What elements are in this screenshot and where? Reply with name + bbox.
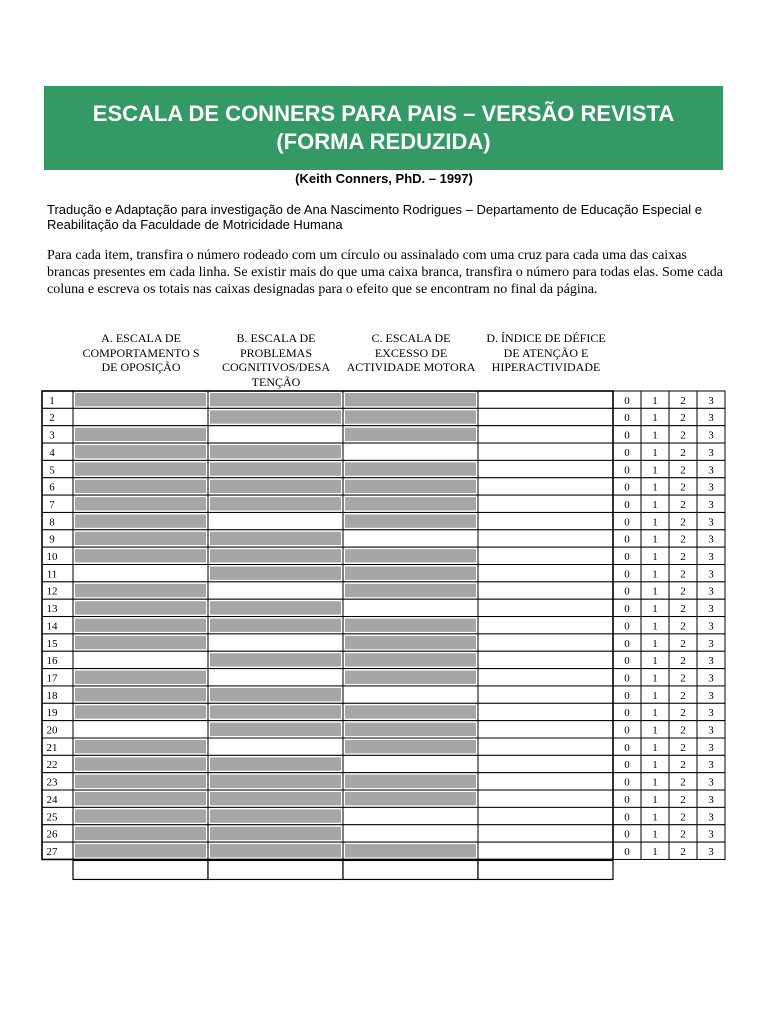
row-number: 26 [46, 828, 58, 841]
answer-box[interactable] [478, 547, 613, 564]
score-option: 3 [708, 655, 714, 668]
shaded-box [210, 601, 341, 614]
row-number: 4 [49, 446, 55, 459]
row-number: 8 [49, 516, 55, 529]
row-number: 7 [49, 498, 55, 511]
answer-box[interactable] [478, 565, 613, 582]
row-number: 21 [46, 741, 58, 754]
answer-box[interactable] [208, 512, 343, 529]
score-option: 1 [652, 394, 658, 407]
row-number-cell [42, 426, 73, 443]
score-option: 2 [680, 533, 686, 546]
score-option: 1 [652, 481, 658, 494]
shaded-box [345, 480, 476, 493]
shaded-box [210, 497, 341, 510]
shaded-box [345, 462, 476, 475]
column-header-c: C. ESCALA DE EXCESSO DE ACTIVIDADE MOTORA [346, 331, 476, 374]
score-option: 0 [624, 394, 630, 407]
score-option: 3 [708, 498, 714, 511]
shaded-box [75, 549, 206, 562]
score-option: 3 [708, 828, 714, 841]
score-option: 2 [680, 516, 686, 529]
shaded-box [345, 636, 476, 649]
score-option: 3 [708, 811, 714, 824]
shaded-box [75, 809, 206, 822]
shaded-box [75, 792, 206, 805]
answer-box[interactable] [73, 408, 208, 425]
score-option: 1 [652, 811, 658, 824]
answer-box[interactable] [478, 495, 613, 512]
score-option: 1 [652, 689, 658, 702]
shaded-box [75, 445, 206, 458]
answer-box[interactable] [478, 634, 613, 651]
shaded-box [345, 584, 476, 597]
shaded-box [75, 619, 206, 632]
answer-box[interactable] [478, 599, 613, 616]
answer-box[interactable] [478, 773, 613, 790]
score-option: 2 [680, 429, 686, 442]
shaded-box [75, 532, 206, 545]
row-number-cell [42, 408, 73, 425]
score-option: 2 [680, 776, 686, 789]
shaded-box [210, 532, 341, 545]
answer-box[interactable] [343, 599, 478, 616]
shaded-box [345, 705, 476, 718]
total-box[interactable] [478, 860, 613, 879]
score-option: 2 [680, 741, 686, 754]
shaded-box [210, 549, 341, 562]
score-option: 3 [708, 446, 714, 459]
score-option: 1 [652, 603, 658, 616]
total-box[interactable] [343, 860, 478, 879]
score-option: 0 [624, 741, 630, 754]
score-option: 0 [624, 516, 630, 529]
score-option: 3 [708, 741, 714, 754]
shaded-box [75, 497, 206, 510]
shaded-box [345, 653, 476, 666]
answer-box[interactable] [478, 460, 613, 477]
answer-box[interactable] [478, 408, 613, 425]
row-number-cell [42, 512, 73, 529]
score-option: 0 [624, 845, 630, 858]
score-option: 3 [708, 464, 714, 477]
score-option: 2 [680, 603, 686, 616]
score-option: 1 [652, 845, 658, 858]
shaded-box [75, 601, 206, 614]
total-box[interactable] [73, 860, 208, 879]
row-number: 13 [46, 603, 58, 616]
answer-box[interactable] [478, 686, 613, 703]
score-option: 1 [652, 568, 658, 581]
score-option: 3 [708, 394, 714, 407]
shaded-box [210, 844, 341, 857]
answer-box[interactable] [478, 790, 613, 807]
shaded-box [75, 671, 206, 684]
title-line-2: (FORMA REDUZIDA) [276, 129, 491, 154]
answer-box[interactable] [73, 565, 208, 582]
score-option: 1 [652, 533, 658, 546]
shaded-box [210, 567, 341, 580]
row-number: 19 [46, 707, 58, 720]
score-option: 0 [624, 759, 630, 772]
answer-box[interactable] [343, 807, 478, 824]
score-option: 2 [680, 446, 686, 459]
shaded-box [210, 445, 341, 458]
answer-box[interactable] [478, 807, 613, 824]
score-option: 0 [624, 707, 630, 720]
shaded-box [345, 792, 476, 805]
score-option: 1 [652, 516, 658, 529]
shaded-box [210, 480, 341, 493]
score-option: 3 [708, 481, 714, 494]
shaded-box [345, 567, 476, 580]
score-option: 2 [680, 464, 686, 477]
shaded-box [345, 723, 476, 736]
shaded-box [345, 497, 476, 510]
title-line-1: ESCALA DE CONNERS PARA PAIS – VERSÃO REVISTA [92, 101, 675, 126]
answer-box[interactable] [73, 721, 208, 738]
shaded-box [75, 705, 206, 718]
shaded-box [75, 775, 206, 788]
instructions-paragraph: Para cada item, transfira o número rodeado com um círculo ou assinalado com uma cruz para cada uma das caixas brancas presentes em cada linha. Se existir mais do que uma caixa branca, transfira o número para todas elas. Some cada coluna e escreva os totais nas caixas designadas para o efeito que se encontram no final da página. [47, 248, 724, 297]
score-option: 0 [624, 603, 630, 616]
score-option: 1 [652, 585, 658, 598]
score-option: 2 [680, 759, 686, 772]
score-option: 0 [624, 620, 630, 633]
translation-credit: Tradução e Adaptação para investigação de Ana Nascimento Rodrigues – Departamento de Educação Especial e Reabilitação da Faculdade de Motricidade Humana [47, 202, 702, 232]
row-number: 5 [49, 464, 55, 477]
score-option: 0 [624, 551, 630, 563]
score-option: 0 [624, 811, 630, 824]
shaded-box [75, 757, 206, 770]
shaded-box [210, 775, 341, 788]
score-option: 0 [624, 429, 630, 442]
answer-box[interactable] [478, 582, 613, 599]
answer-box[interactable] [478, 738, 613, 755]
answer-box[interactable] [343, 686, 478, 703]
score-option: 1 [652, 655, 658, 668]
row-number: 25 [46, 811, 58, 824]
row-number-cell [42, 443, 73, 460]
score-option: 0 [624, 446, 630, 459]
score-option: 0 [624, 412, 630, 425]
score-option: 0 [624, 637, 630, 650]
answer-box[interactable] [208, 669, 343, 686]
shaded-box [210, 619, 341, 632]
row-number-cell [42, 495, 73, 512]
row-number: 20 [46, 724, 58, 737]
shaded-box [75, 462, 206, 475]
shaded-box [75, 514, 206, 527]
score-option: 2 [680, 412, 686, 425]
answer-box[interactable] [343, 443, 478, 460]
shaded-box [210, 723, 341, 736]
answer-box[interactable] [343, 825, 478, 842]
score-option: 2 [680, 585, 686, 598]
shaded-box [75, 636, 206, 649]
shaded-box [345, 671, 476, 684]
score-option: 0 [624, 533, 630, 546]
score-option: 3 [708, 429, 714, 442]
answer-box[interactable] [478, 703, 613, 720]
score-option: 2 [680, 481, 686, 494]
shaded-box [345, 410, 476, 423]
score-option: 3 [708, 637, 714, 650]
row-number: 10 [46, 551, 58, 563]
score-option: 2 [680, 568, 686, 581]
row-number: 9 [49, 533, 55, 546]
answer-box[interactable] [343, 530, 478, 547]
shaded-box [210, 462, 341, 475]
score-option: 3 [708, 568, 714, 581]
score-option: 3 [708, 793, 714, 806]
score-option: 0 [624, 776, 630, 789]
score-option: 0 [624, 828, 630, 841]
column-header-a: A. ESCALA DE COMPORTAMENTO S DE OPOSIÇÃO [82, 331, 200, 374]
shaded-box [345, 428, 476, 441]
column-header-d: D. ÍNDICE DE DÉFICE DE ATENÇÃO E HIPERACTIVIDADE [486, 331, 606, 374]
row-number-cell [42, 460, 73, 477]
shaded-box [75, 688, 206, 701]
score-option: 1 [652, 446, 658, 459]
shaded-box [75, 740, 206, 753]
row-number: 6 [49, 481, 55, 494]
row-number: 16 [46, 655, 58, 668]
score-option: 1 [652, 759, 658, 772]
answer-box[interactable] [478, 825, 613, 842]
score-option: 2 [680, 551, 686, 563]
answer-box[interactable] [343, 755, 478, 772]
score-option: 2 [680, 828, 686, 841]
score-option: 0 [624, 724, 630, 737]
row-number: 12 [46, 585, 58, 598]
score-option: 0 [624, 498, 630, 511]
score-option: 2 [680, 672, 686, 685]
shaded-box [345, 775, 476, 788]
shaded-box [210, 410, 341, 423]
score-option: 2 [680, 394, 686, 407]
score-option: 3 [708, 516, 714, 529]
column-header-b: B. ESCALA DE PROBLEMAS COGNITIVOS/DESA TENÇÃO [222, 331, 330, 389]
score-option: 2 [680, 637, 686, 650]
score-option: 0 [624, 585, 630, 598]
answer-box[interactable] [478, 617, 613, 634]
shaded-box [75, 480, 206, 493]
score-option: 2 [680, 689, 686, 702]
score-option: 1 [652, 793, 658, 806]
score-option: 0 [624, 464, 630, 477]
answer-box[interactable] [478, 391, 613, 408]
row-number: 22 [46, 759, 58, 772]
score-option: 1 [652, 620, 658, 633]
score-option: 1 [652, 741, 658, 754]
answer-box[interactable] [478, 512, 613, 529]
score-option: 3 [708, 620, 714, 633]
answer-box[interactable] [478, 530, 613, 547]
row-number: 15 [46, 637, 58, 650]
shaded-box [345, 514, 476, 527]
answer-box[interactable] [208, 582, 343, 599]
shaded-box [75, 584, 206, 597]
score-option: 1 [652, 724, 658, 737]
shaded-box [210, 792, 341, 805]
score-option: 0 [624, 655, 630, 668]
shaded-box [75, 393, 206, 406]
answer-box[interactable] [478, 443, 613, 460]
score-option: 1 [652, 672, 658, 685]
score-option: 1 [652, 412, 658, 425]
shaded-box [210, 827, 341, 840]
answer-box[interactable] [478, 721, 613, 738]
row-number: 27 [46, 845, 58, 858]
score-option: 2 [680, 793, 686, 806]
row-number-cell [42, 391, 73, 408]
score-option: 3 [708, 845, 714, 858]
answer-box[interactable] [208, 634, 343, 651]
author-line: (Keith Conners, PhD. – 1997) [295, 171, 473, 186]
score-option: 3 [708, 551, 714, 563]
score-option: 3 [708, 603, 714, 616]
row-number: 18 [46, 689, 58, 702]
score-option: 3 [708, 776, 714, 789]
score-option: 2 [680, 498, 686, 511]
score-option: 2 [680, 620, 686, 633]
answer-box[interactable] [73, 651, 208, 668]
shaded-box [210, 688, 341, 701]
shaded-box [345, 619, 476, 632]
answer-box[interactable] [208, 738, 343, 755]
row-number: 14 [46, 620, 58, 633]
score-option: 3 [708, 672, 714, 685]
shaded-box [210, 809, 341, 822]
shaded-box [345, 740, 476, 753]
row-number: 17 [46, 672, 58, 685]
score-option: 2 [680, 845, 686, 858]
row-number: 24 [46, 793, 58, 806]
answer-box[interactable] [478, 478, 613, 495]
score-option: 1 [652, 498, 658, 511]
answer-box[interactable] [478, 669, 613, 686]
score-option: 0 [624, 672, 630, 685]
score-option: 1 [652, 551, 658, 563]
row-number: 3 [49, 429, 55, 442]
row-number: 23 [46, 776, 58, 789]
shaded-box [210, 653, 341, 666]
score-option: 1 [652, 828, 658, 841]
score-option: 2 [680, 811, 686, 824]
score-option: 0 [624, 568, 630, 581]
shaded-box [75, 844, 206, 857]
row-number: 2 [49, 412, 55, 425]
shaded-box [345, 549, 476, 562]
shaded-box [345, 393, 476, 406]
score-option: 2 [680, 707, 686, 720]
shaded-box [210, 705, 341, 718]
shaded-box [210, 393, 341, 406]
answer-box[interactable] [208, 426, 343, 443]
score-option: 3 [708, 412, 714, 425]
score-option: 2 [680, 655, 686, 668]
score-option: 3 [708, 533, 714, 546]
score-option: 0 [624, 793, 630, 806]
score-option: 3 [708, 707, 714, 720]
score-option: 0 [624, 481, 630, 494]
score-option: 3 [708, 585, 714, 598]
answer-box[interactable] [478, 426, 613, 443]
total-box[interactable] [208, 860, 343, 879]
answer-box[interactable] [478, 755, 613, 772]
shaded-box [345, 844, 476, 857]
score-option: 0 [624, 689, 630, 702]
score-option: 1 [652, 637, 658, 650]
score-option: 1 [652, 429, 658, 442]
shaded-box [75, 827, 206, 840]
row-number-cell [42, 530, 73, 547]
score-option: 1 [652, 464, 658, 477]
score-option: 3 [708, 689, 714, 702]
answer-box[interactable] [478, 842, 613, 859]
score-option: 3 [708, 759, 714, 772]
answer-box[interactable] [478, 651, 613, 668]
score-option: 1 [652, 776, 658, 789]
row-number: 11 [46, 568, 58, 581]
shaded-box [75, 428, 206, 441]
score-option: 1 [652, 707, 658, 720]
score-option: 3 [708, 724, 714, 737]
row-number-cell [42, 478, 73, 495]
shaded-box [210, 757, 341, 770]
row-number: 1 [49, 394, 55, 407]
score-option: 2 [680, 724, 686, 737]
